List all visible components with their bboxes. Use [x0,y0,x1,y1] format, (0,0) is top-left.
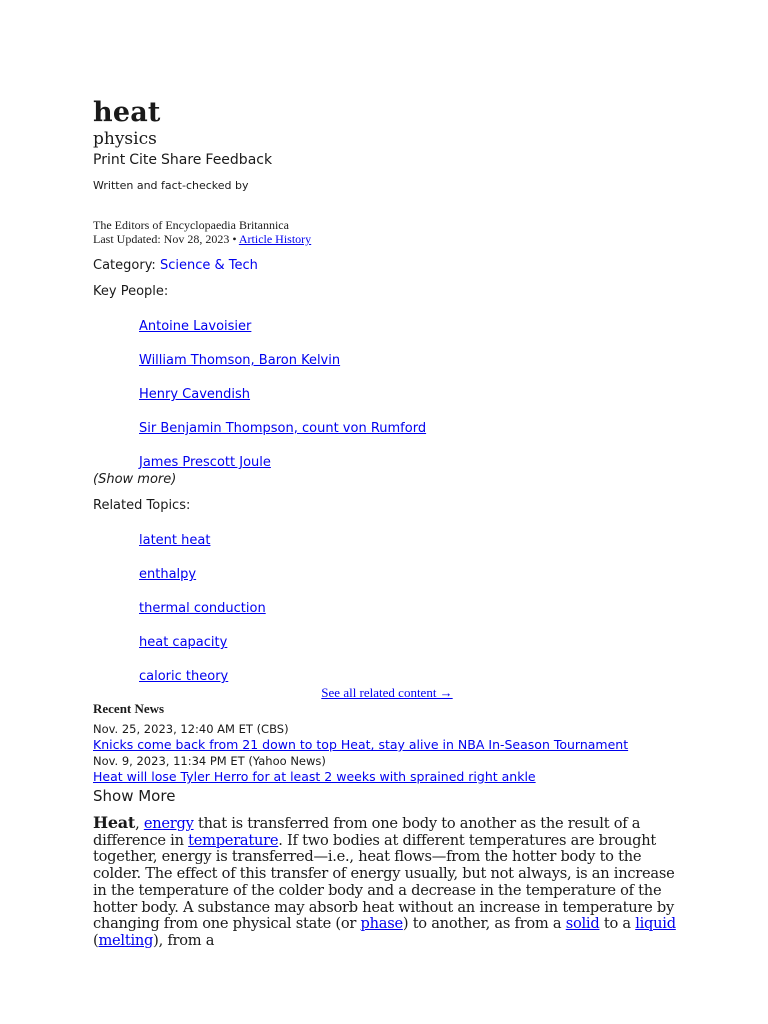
list-item [139,668,693,686]
share-button[interactable]: Share [161,152,202,168]
list-item [139,532,693,550]
category-row [93,257,693,275]
list-item [139,386,693,404]
author-name: The Editors of Encyclopaedia Britannica [93,218,289,232]
related-topics-label: Related Topics: [93,498,191,513]
list-item [139,352,693,370]
key-person-link[interactable]: Sir Benjamin Thompson, count von Rumford [139,421,427,436]
list-item [139,420,693,438]
news-meta: Nov. 9, 2023, 11:34 PM ET (Yahoo News) [93,754,326,768]
news-item [93,769,693,785]
related-topic-link[interactable]: latent heat [139,533,211,548]
energy-link[interactable]: energy [143,815,194,832]
related-topic-link[interactable]: heat capacity [139,635,228,650]
print-button[interactable]: Print [93,152,126,168]
category-link[interactable]: Science & Tech [159,258,258,273]
see-all-related-link[interactable]: See all related content → [321,685,453,700]
body-text: to a [599,915,636,933]
news-show-more-button[interactable]: Show More [93,787,176,805]
article-history-link[interactable]: Article History [238,232,312,246]
written-by-label: Written and fact-checked by [93,179,249,192]
news-meta: Nov. 25, 2023, 12:40 AM ET (CBS) [93,722,289,736]
last-updated-text: Last Updated: Nov 28, 2023 • [93,232,237,246]
article-toolbar [93,150,693,170]
key-people-list [93,318,693,472]
list-item [139,318,693,336]
liquid-link[interactable]: liquid [635,915,676,933]
news-headline-link[interactable]: Heat will lose Tyler Herro for at least 2 weeks with sprained right ankle [93,769,536,784]
list-item [139,634,693,652]
related-topics-list [93,532,693,686]
key-people-label: Key People: [93,284,169,299]
phase-link[interactable]: phase [360,915,403,933]
article-body-paragraph [93,815,683,950]
key-person-link[interactable]: Henry Cavendish [139,387,251,402]
body-text: . If two bodies at different temperatures are brought together, energy is transferred—i.e., heat flows—from the hotter body to the colder. The effect of this transfer of energy usually, but not always, is an increase in the temperature of the colder body and a decrease in the temperature of the hotter body. A substance may absorb heat without an increase in temperature by changing from one physical state (or [93,831,675,933]
article-subtitle: physics [93,129,157,149]
article-title: heat [93,97,161,128]
key-people-show-more[interactable]: (Show more) [93,472,177,487]
related-topic-link[interactable]: caloric theory [139,669,229,684]
category-label: Category: [93,258,156,273]
key-person-link[interactable]: James Prescott Joule [139,455,271,470]
list-item [139,600,693,618]
cite-button[interactable]: Cite [129,152,157,168]
lead-term: Heat [93,813,136,832]
last-updated [93,232,693,246]
temperature-link[interactable]: temperature [188,831,279,849]
body-text: that is transferred from one body to another as the result of a difference in [93,815,641,849]
related-topic-link[interactable]: enthalpy [139,567,197,582]
list-item [139,566,693,584]
body-text: ( [93,931,99,949]
body-text: ) to another, as from a [402,915,566,933]
recent-news-heading: Recent News [93,701,165,716]
key-person-link[interactable]: Antoine Lavoisier [139,319,252,334]
key-person-link[interactable]: William Thomson, Baron Kelvin [139,353,341,368]
melting-link[interactable]: melting [98,931,154,949]
article-page [93,96,693,964]
news-item [93,737,693,753]
see-all-related [93,685,679,701]
body-text: , [135,815,144,832]
related-topic-link[interactable]: thermal conduction [139,601,266,616]
body-text: ), from a [153,931,215,949]
news-headline-link[interactable]: Knicks come back from 21 down to top Heat, stay alive in NBA In-Season Tournament [93,737,629,752]
feedback-button[interactable]: Feedback [205,152,273,168]
list-item [139,454,693,472]
solid-link[interactable]: solid [565,915,600,933]
